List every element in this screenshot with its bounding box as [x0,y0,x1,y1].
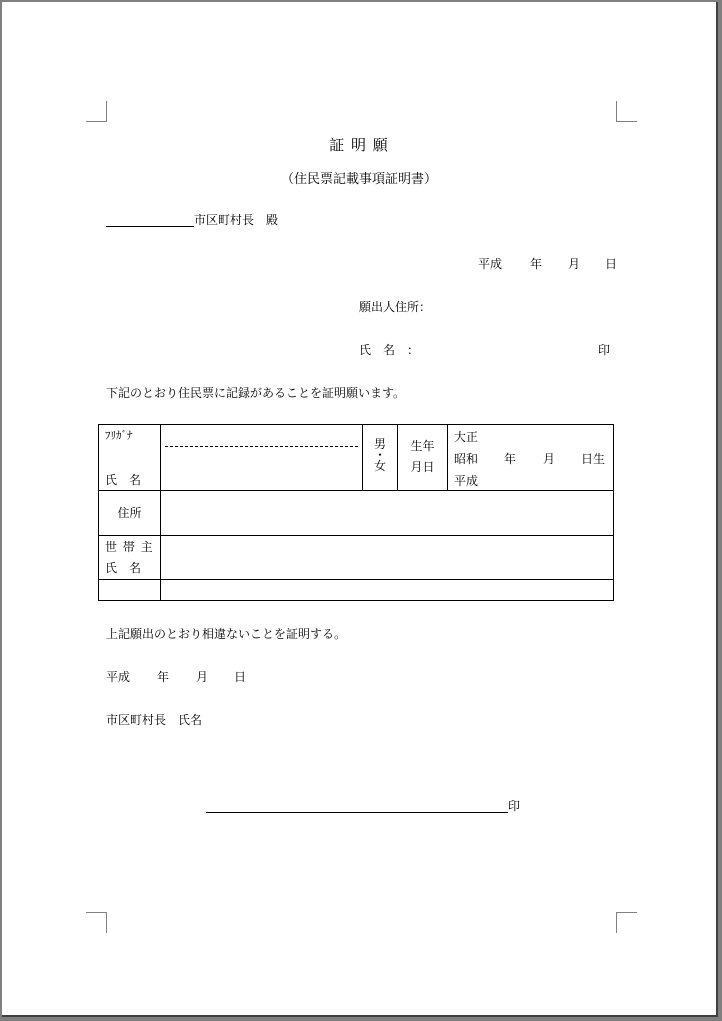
cert-date-month: 月 [196,670,209,684]
crop-mark-bottom-left [86,912,107,933]
sex-separator: ・ [373,448,386,462]
birth-date-cell[interactable] [448,425,614,491]
sex-male: 男 [373,437,386,451]
sex-female: 女 [373,459,386,473]
era-heisei: 平成 [454,474,479,488]
signature-seal-mark: 印 [508,799,521,813]
request-date-year: 年 [530,257,543,271]
applicant-seal-mark: 印 [598,343,611,357]
birth-day-label: 日生 [581,452,606,466]
birth-month-label: 月 [543,452,556,466]
householder-label-top: 世 帯 主 [105,540,154,554]
householder-input-cell[interactable] [161,536,614,580]
addressee-blank[interactable] [106,213,194,227]
birth-label-top: 生年 [410,439,435,453]
cert-date-year: 年 [157,670,170,684]
applicant-address-label: 願出人住所： [359,300,432,314]
signature-blank[interactable] [206,799,508,813]
birth-year-label: 年 [504,452,517,466]
signature-line [206,799,520,813]
registration-table [98,424,614,601]
crop-mark-top-left [86,101,107,122]
document-title: 証 明 願 [329,136,389,154]
mayor-name-label: 市区町村長 氏名 [106,713,203,727]
furigana-label: ﾌﾘｶﾞﾅ [105,429,133,442]
request-date-month: 月 [568,257,581,271]
extra-input-cell[interactable] [161,580,614,601]
addressee-line [106,213,278,227]
crop-mark-bottom-right [616,912,637,933]
sex-cell[interactable] [363,425,398,491]
furigana-dashed-line [165,446,358,447]
request-date-day: 日 [605,257,618,271]
crop-mark-top-right [616,101,637,122]
addressee-suffix: 市区町村長 殿 [194,213,279,227]
address-label: 住所 [117,506,142,520]
name-label: 氏 名 [105,473,142,487]
certify-sentence: 上記願出のとおり相違ないことを証明する。 [106,627,347,641]
era-showa: 昭和 [454,452,479,466]
era-taisho: 大正 [454,430,479,444]
address-input-cell[interactable] [161,491,614,536]
address-label-cell [99,491,161,536]
name-input-cell[interactable] [161,425,363,491]
birth-label-bottom: 月日 [410,460,435,474]
cert-date-era: 平成 [106,670,131,684]
birth-label-cell [398,425,448,491]
cert-date-day: 日 [234,670,247,684]
applicant-name-label: 氏 名 ： [359,343,420,357]
householder-label-bottom: 氏 名 [105,561,142,575]
request-sentence: 下記のとおり住民票に記録があることを証明願います。 [106,386,406,400]
householder-label-cell [99,536,161,580]
request-date-era: 平成 [478,257,503,271]
name-label-cell [99,425,161,491]
document-subtitle: （住民票記載事項証明書） [280,172,437,187]
extra-label-cell[interactable] [99,580,161,601]
document-page [2,2,718,1017]
